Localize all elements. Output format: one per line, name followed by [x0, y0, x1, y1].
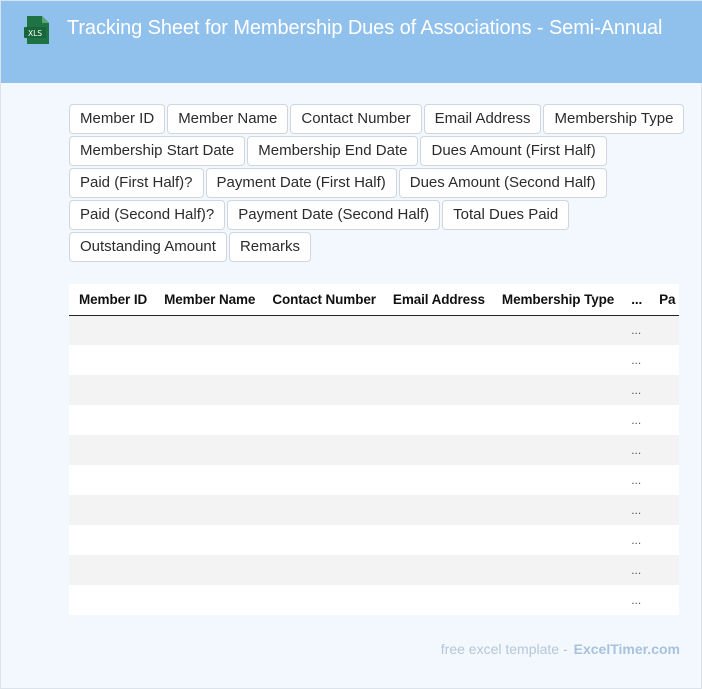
- table-row[interactable]: [69, 405, 679, 435]
- table-cell[interactable]: [69, 465, 154, 495]
- footer: [441, 641, 680, 657]
- table-cell[interactable]: [383, 585, 492, 615]
- table-cell[interactable]: [154, 465, 262, 495]
- table-cell[interactable]: ...: [621, 345, 649, 375]
- table-cell[interactable]: [492, 465, 621, 495]
- table-cell[interactable]: [154, 405, 262, 435]
- table-cell[interactable]: [154, 315, 262, 345]
- table-cell[interactable]: [649, 315, 679, 345]
- table-row[interactable]: [69, 495, 679, 525]
- table-header-row: [69, 284, 679, 315]
- table-cell[interactable]: ...: [621, 555, 649, 585]
- column-header[interactable]: Member ID: [69, 284, 154, 315]
- table-cell[interactable]: [383, 315, 492, 345]
- table-cell[interactable]: [154, 435, 262, 465]
- field-chip[interactable]: Dues Amount (First Half): [420, 136, 606, 166]
- table-cell[interactable]: [262, 585, 383, 615]
- table-cell[interactable]: [492, 555, 621, 585]
- table-cell[interactable]: ...: [621, 465, 649, 495]
- table-cell[interactable]: [383, 465, 492, 495]
- table-cell[interactable]: [649, 495, 679, 525]
- table-cell[interactable]: [492, 315, 621, 345]
- table-row[interactable]: [69, 465, 679, 495]
- table-cell[interactable]: [154, 345, 262, 375]
- field-chip[interactable]: Member Name: [167, 104, 288, 134]
- table-cell[interactable]: [492, 405, 621, 435]
- table-cell[interactable]: [262, 465, 383, 495]
- data-table: [69, 284, 679, 615]
- table-cell[interactable]: [69, 345, 154, 375]
- field-chip[interactable]: Contact Number: [290, 104, 421, 134]
- table-cell[interactable]: [649, 465, 679, 495]
- column-header[interactable]: Pa: [649, 284, 679, 315]
- table-body: [69, 315, 679, 615]
- table-cell[interactable]: [383, 555, 492, 585]
- table-cell[interactable]: [492, 375, 621, 405]
- field-chip[interactable]: Payment Date (First Half): [206, 168, 397, 198]
- table-row[interactable]: [69, 375, 679, 405]
- table-cell[interactable]: ...: [621, 435, 649, 465]
- table-row[interactable]: [69, 585, 679, 615]
- footer-brand-link[interactable]: ExcelTimer.com: [573, 641, 680, 657]
- table-cell[interactable]: [69, 495, 154, 525]
- table-cell[interactable]: [649, 525, 679, 555]
- field-chip[interactable]: Payment Date (Second Half): [227, 200, 440, 230]
- table-cell[interactable]: ...: [621, 525, 649, 555]
- table-cell[interactable]: [262, 555, 383, 585]
- table-cell[interactable]: [69, 555, 154, 585]
- field-chip[interactable]: Dues Amount (Second Half): [399, 168, 607, 198]
- column-header[interactable]: Membership Type: [492, 284, 621, 315]
- field-chip[interactable]: Paid (Second Half)?: [69, 200, 225, 230]
- page-title: Tracking Sheet for Membership Dues of Associations - Semi-Annual: [67, 17, 663, 39]
- table-cell[interactable]: [492, 495, 621, 525]
- field-chip[interactable]: Membership Start Date: [69, 136, 245, 166]
- table-cell[interactable]: [262, 345, 383, 375]
- data-table-container[interactable]: [69, 284, 679, 615]
- table-cell[interactable]: [154, 495, 262, 525]
- table-cell[interactable]: [383, 345, 492, 375]
- page-header: [1, 1, 702, 83]
- column-header[interactable]: Email Address: [383, 284, 492, 315]
- table-cell[interactable]: [649, 345, 679, 375]
- table-cell[interactable]: [154, 555, 262, 585]
- table-cell[interactable]: [262, 495, 383, 525]
- table-row[interactable]: [69, 525, 679, 555]
- table-cell[interactable]: [649, 405, 679, 435]
- table-cell[interactable]: [383, 405, 492, 435]
- footer-text: free excel template -: [440, 641, 568, 657]
- table-row[interactable]: [69, 345, 679, 375]
- field-chip[interactable]: Membership End Date: [247, 136, 418, 166]
- table-cell[interactable]: [154, 585, 262, 615]
- field-chip[interactable]: Membership Type: [543, 104, 684, 134]
- table-row[interactable]: [69, 555, 679, 585]
- field-chip[interactable]: Remarks: [229, 232, 311, 262]
- table-cell[interactable]: [262, 405, 383, 435]
- table-cell[interactable]: [492, 345, 621, 375]
- table-cell[interactable]: [69, 375, 154, 405]
- column-header[interactable]: Member Name: [154, 284, 262, 315]
- table-cell[interactable]: [649, 435, 679, 465]
- table-cell[interactable]: [69, 315, 154, 345]
- field-chip[interactable]: Total Dues Paid: [442, 200, 569, 230]
- column-header[interactable]: Contact Number: [262, 284, 383, 315]
- table-cell[interactable]: ...: [621, 375, 649, 405]
- table-cell[interactable]: [262, 375, 383, 405]
- table-cell[interactable]: [492, 435, 621, 465]
- field-chip[interactable]: Outstanding Amount: [69, 232, 227, 262]
- field-chip[interactable]: Email Address: [424, 104, 542, 134]
- table-cell[interactable]: [262, 525, 383, 555]
- table-cell[interactable]: ...: [621, 405, 649, 435]
- table-cell[interactable]: [69, 435, 154, 465]
- table-cell[interactable]: [154, 525, 262, 555]
- column-header[interactable]: ...: [621, 284, 649, 315]
- table-row[interactable]: [69, 315, 679, 345]
- table-cell[interactable]: [649, 375, 679, 405]
- table-cell[interactable]: [492, 585, 621, 615]
- field-chip-list: [69, 104, 689, 262]
- table-cell[interactable]: [383, 435, 492, 465]
- table-cell[interactable]: [69, 585, 154, 615]
- table-cell[interactable]: [154, 375, 262, 405]
- table-cell[interactable]: [649, 555, 679, 585]
- table-cell[interactable]: [383, 495, 492, 525]
- table-row[interactable]: [69, 435, 679, 465]
- table-cell[interactable]: ...: [621, 315, 649, 345]
- table-cell[interactable]: [262, 315, 383, 345]
- table-cell[interactable]: [383, 375, 492, 405]
- table-cell[interactable]: [69, 405, 154, 435]
- field-chip[interactable]: Paid (First Half)?: [69, 168, 204, 198]
- table-cell[interactable]: [492, 525, 621, 555]
- table-cell[interactable]: [383, 525, 492, 555]
- table-cell[interactable]: [649, 585, 679, 615]
- excel-icon-label: XLS: [27, 29, 43, 38]
- table-cell[interactable]: ...: [621, 495, 649, 525]
- field-chip[interactable]: Member ID: [69, 104, 165, 134]
- table-cell[interactable]: ...: [621, 585, 649, 615]
- table-cell[interactable]: [262, 435, 383, 465]
- table-cell[interactable]: [69, 525, 154, 555]
